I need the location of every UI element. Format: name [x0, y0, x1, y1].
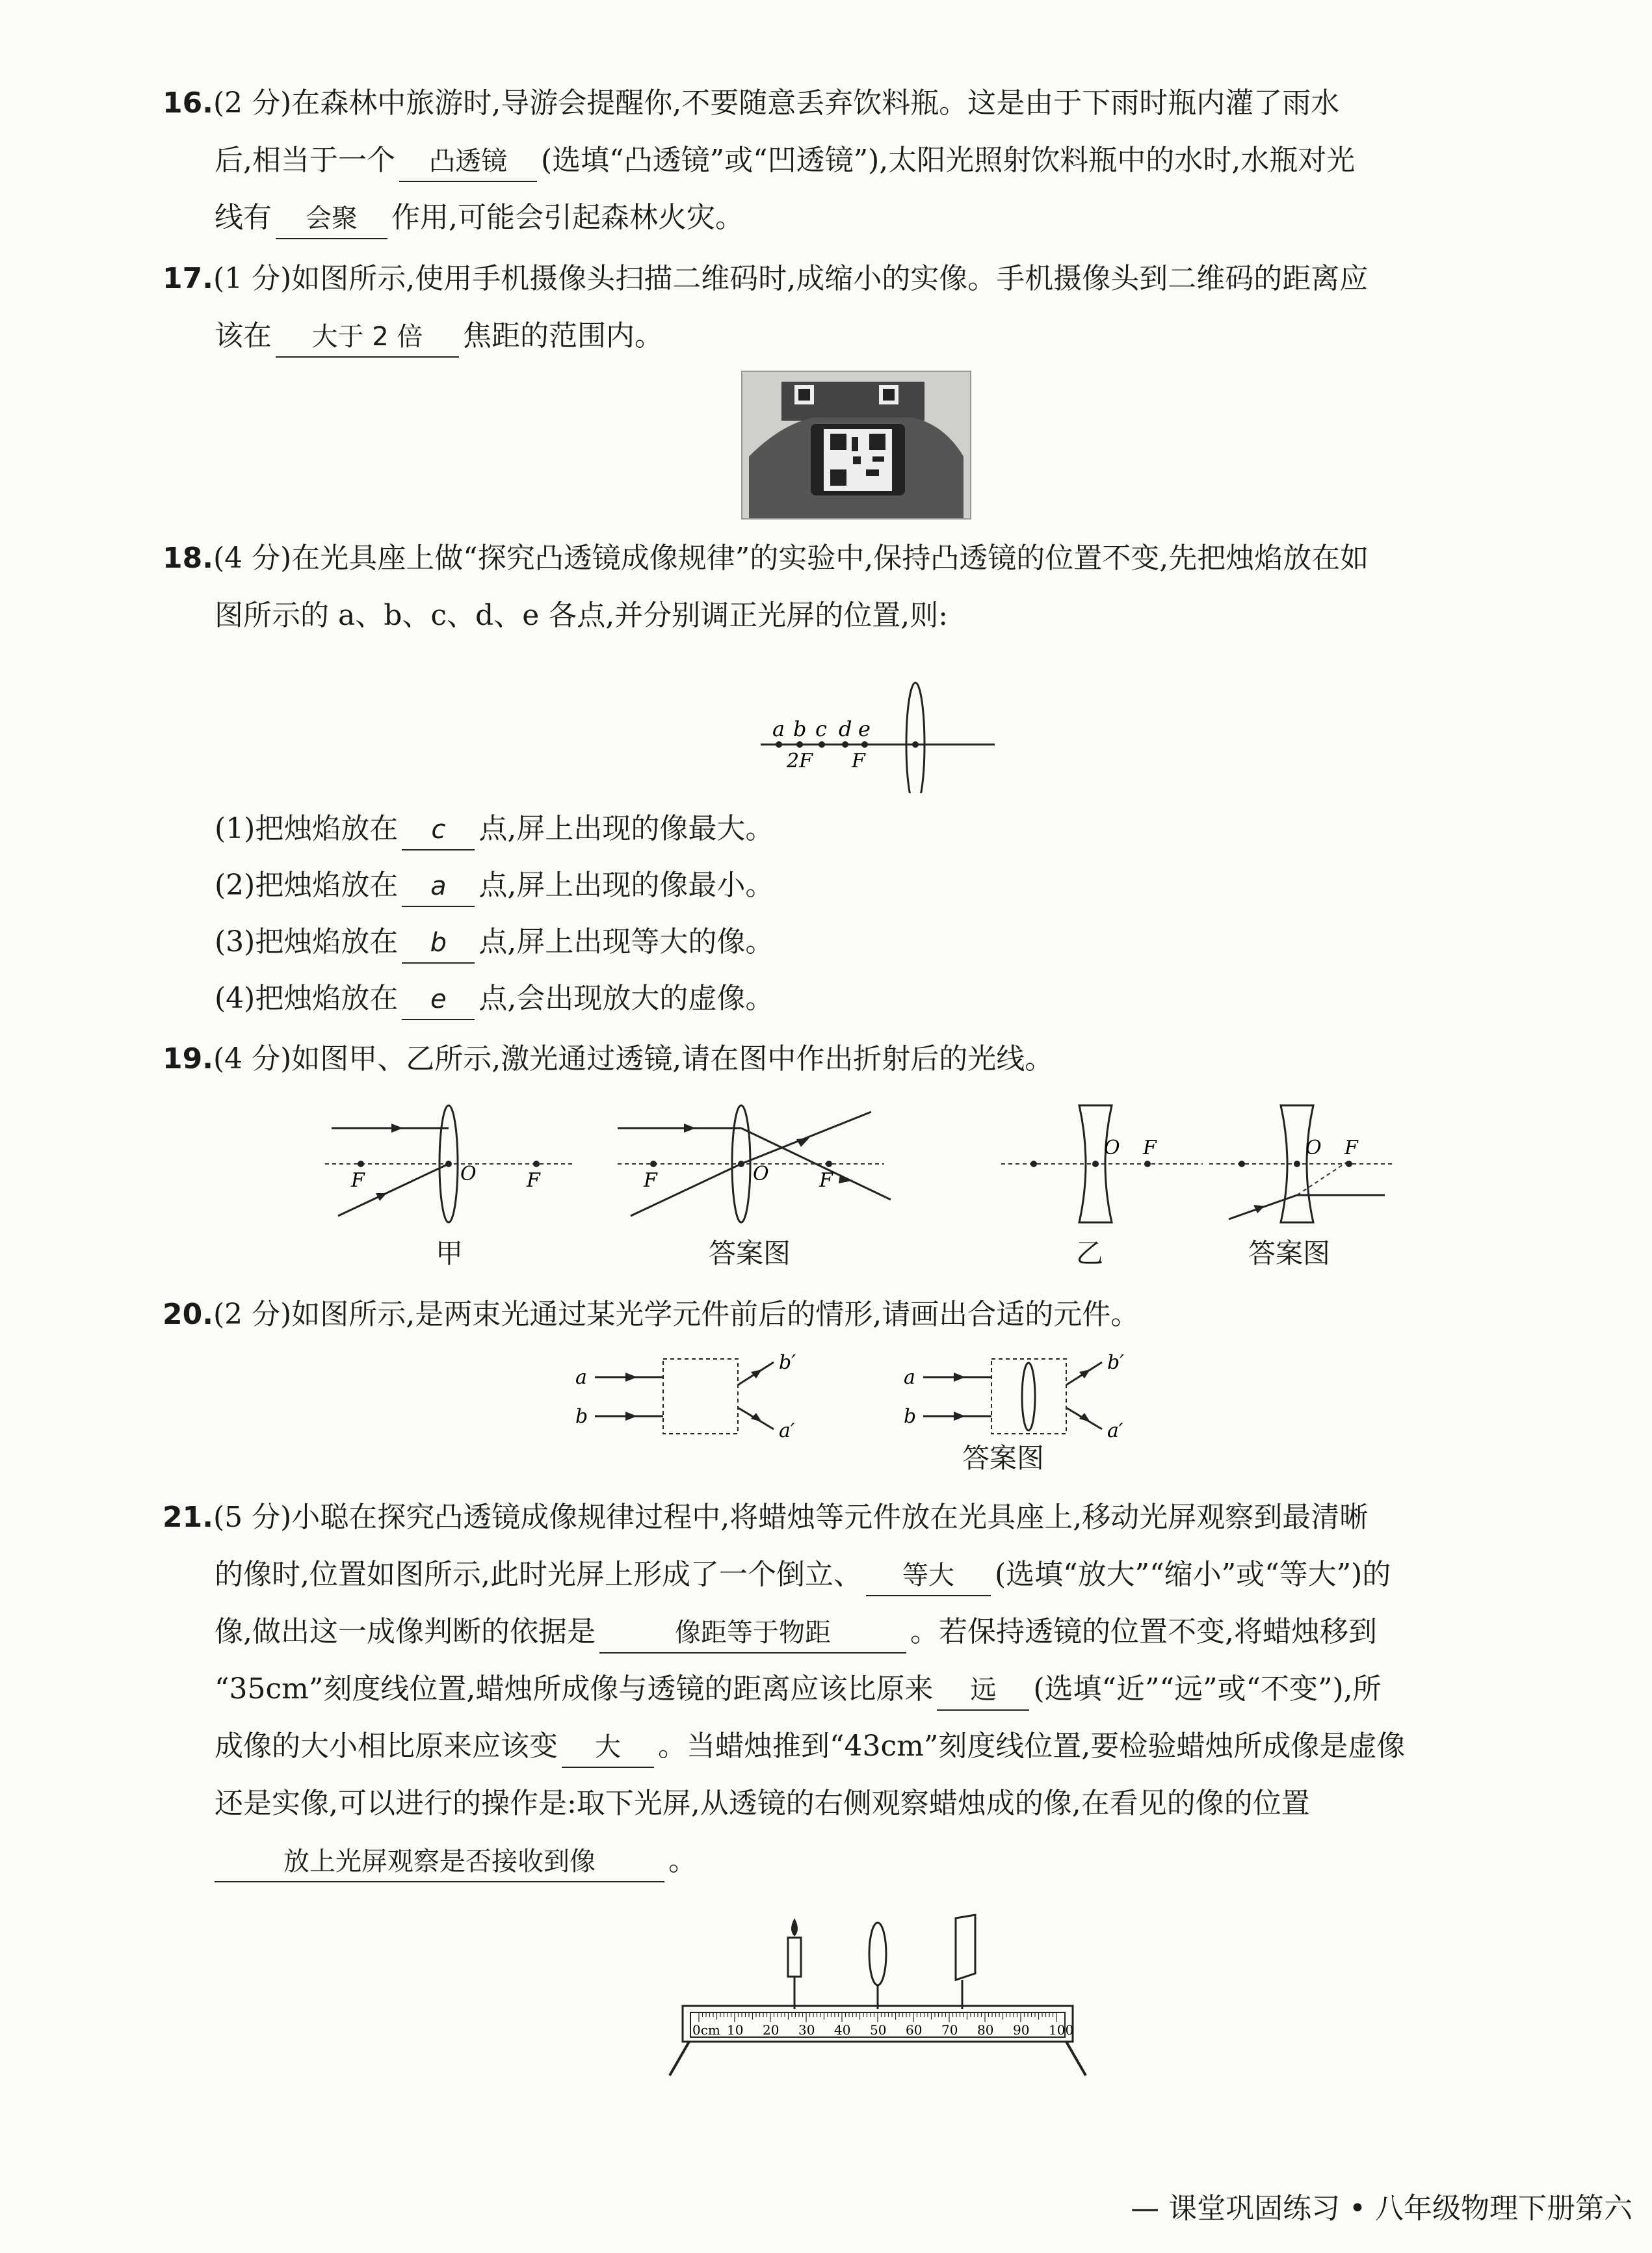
question-text: (4 分)如图甲、乙所示,激光通过透镜,请在图中作出折射后的光线。: [213, 1042, 1054, 1075]
ray-label: a′: [1107, 1419, 1123, 1442]
item-text: 点,屏上出现等大的像。: [479, 925, 774, 958]
ruler-labels: [692, 2022, 1073, 2038]
question-text: 还是实像,可以进行的操作是:取下光屏,从透镜的右侧观察蜡烛成的像,在看见的像的位置: [215, 1787, 1310, 1820]
question-text: 图所示的 a、b、c、d、e 各点,并分别调正光屏的位置,则:: [215, 599, 949, 632]
ray-label: a: [575, 1366, 587, 1389]
answer-blank: 像距等于物距: [599, 1613, 906, 1654]
ruler-label: 50: [870, 2022, 887, 2038]
concave-lens-answer-diagram: [1209, 1099, 1398, 1229]
ray-label: a: [904, 1366, 915, 1389]
focus-label: F: [1143, 1137, 1157, 1159]
answer-blank: c: [402, 810, 475, 850]
question-number: 18.: [163, 542, 213, 575]
figure-caption: 答案图: [709, 1237, 791, 1269]
q18-item-1: [215, 803, 774, 855]
point-label: e: [858, 717, 871, 741]
convex-lens-diagram-a: [319, 1099, 579, 1229]
ruler-label: 30: [798, 2022, 815, 2038]
ruler-label: 60: [906, 2022, 923, 2038]
ruler-label: 70: [941, 2022, 958, 2038]
ruler-label: 10: [727, 2022, 744, 2038]
figure-caption: 答案图: [962, 1442, 1045, 1474]
ray-label: b′: [1107, 1351, 1125, 1374]
ruler-label: 0cm: [692, 2022, 720, 2038]
focus-label: F: [527, 1169, 540, 1192]
lens-points-diagram: [754, 676, 1001, 793]
question-text: (选填“凸透镜”或“凹透镜”),太阳光照射饮料瓶中的水时,水瓶对光: [541, 144, 1356, 177]
question-16: [163, 75, 1554, 246]
optical-box-answer-diagram: [900, 1346, 1173, 1450]
center-label: O: [1305, 1137, 1322, 1159]
question-text: 。当蜡烛推到“43cm”刻度线位置,要检验蜡烛所成像是虚像: [658, 1730, 1406, 1763]
ray-label: b: [904, 1405, 917, 1428]
item-text: (2)把烛焰放在: [215, 869, 399, 902]
item-text: 点,屏上出现的像最大。: [479, 812, 774, 845]
question-text: (选填“放大”“缩小”或“等大”)的: [994, 1558, 1391, 1591]
question-18: [163, 530, 1554, 644]
question-number: 17.: [163, 262, 213, 295]
ray-label: a′: [779, 1419, 795, 1442]
question-text: 作用,可能会引起森林火灾。: [391, 201, 744, 234]
qr-scan-photo: [741, 371, 971, 520]
item-text: (4)把烛焰放在: [215, 982, 399, 1015]
figure-caption: 乙: [1076, 1237, 1104, 1269]
ray-label: b: [575, 1405, 588, 1428]
ruler-ticks: [699, 2013, 1056, 2022]
focus-label: F: [351, 1169, 365, 1192]
question-text: (1 分)如图所示,使用手机摄像头扫描二维码时,成缩小的实像。手机摄像头到二维码的距离应: [213, 262, 1369, 295]
focus-label: F: [1344, 1137, 1358, 1159]
question-text: 。若保持透镜的位置不变,将蜡烛移到: [910, 1615, 1377, 1648]
answer-blank: a: [402, 867, 475, 907]
question-text: 焦距的范围内。: [463, 319, 663, 352]
question-17: [163, 250, 1554, 365]
answer-blank: 大于 2 倍: [276, 317, 459, 358]
question-number: 19.: [163, 1042, 213, 1075]
page-footer: — 课堂巩固练习 • 八年级物理下册第六: [1131, 2192, 1632, 2225]
focal-label: F: [852, 750, 865, 772]
question-19: [163, 1031, 1554, 1088]
question-number: 21.: [163, 1501, 213, 1534]
question-text: 线有: [215, 201, 272, 234]
answer-blank: 放上光屏观察是否接收到像: [215, 1842, 664, 1882]
ruler-label: 20: [763, 2022, 780, 2038]
center-label: O: [460, 1163, 477, 1185]
concave-lens-diagram-b: [995, 1099, 1209, 1229]
question-number: 16.: [163, 86, 213, 120]
item-text: 点,会出现放大的虚像。: [479, 982, 774, 1015]
question-text: (2 分)在森林中旅游时,导游会提醒你,不要随意丢弃饮料瓶。这是由于下雨时瓶内灌了雨水: [213, 86, 1340, 120]
question-text: “35cm”刻度线位置,蜡烛所成像与透镜的距离应该比原来: [215, 1672, 934, 1706]
point-label: a: [772, 717, 785, 741]
optical-box-diagram: [572, 1346, 845, 1450]
point-label: c: [815, 717, 827, 741]
question-text: 的像时,位置如图所示,此时光屏上形成了一个倒立、: [215, 1558, 862, 1591]
question-text: (选填“近”“远”或“不变”),所: [1033, 1672, 1382, 1706]
optical-bench-diagram: [650, 1905, 1105, 2081]
question-text: 成像的大小相比原来应该变: [215, 1730, 558, 1763]
ruler-label: 90: [1013, 2022, 1030, 2038]
question-text: (2 分)如图所示,是两束光通过某光学元件前后的情形,请画出合适的元件。: [213, 1298, 1140, 1331]
point-label: d: [839, 717, 852, 741]
question-text: (5 分)小聪在探究凸透镜成像规律过程中,将蜡烛等元件放在光具座上,移动光屏观察到最清晰: [213, 1501, 1369, 1534]
item-text: 点,屏上出现的像最小。: [479, 869, 774, 902]
figure-caption: 答案图: [1248, 1237, 1331, 1269]
question-text: 像,做出这一成像判断的依据是: [215, 1615, 596, 1648]
focus-label: F: [819, 1169, 833, 1192]
answer-blank: b: [402, 923, 475, 964]
q18-item-4: [215, 973, 774, 1025]
item-text: (1)把烛焰放在: [215, 812, 399, 845]
point-label: b: [793, 717, 807, 741]
focal-label: 2F: [787, 750, 813, 772]
question-number: 20.: [163, 1298, 213, 1331]
q18-item-3: [215, 916, 774, 968]
answer-blank: 等大: [866, 1556, 991, 1596]
answer-blank: 远: [937, 1670, 1029, 1711]
ruler-label: 40: [834, 2022, 851, 2038]
question-text: (4 分)在光具座上做“探究凸透镜成像规律”的实验中,保持凸透镜的位置不变,先把烛焰放在如: [213, 542, 1369, 575]
answer-blank: 会聚: [276, 199, 387, 239]
question-text: 。: [668, 1844, 697, 1877]
q18-item-2: [215, 860, 774, 912]
question-text: 该在: [215, 319, 272, 352]
convex-lens-answer-diagram: [611, 1099, 897, 1229]
center-label: O: [753, 1163, 769, 1185]
focus-label: F: [644, 1169, 657, 1192]
figure-caption: 甲: [436, 1237, 464, 1269]
question-21: [163, 1489, 1554, 1890]
ruler-label: 80: [977, 2022, 994, 2038]
center-label: O: [1104, 1137, 1120, 1159]
question-text: 后,相当于一个: [215, 144, 395, 177]
ray-label: b′: [779, 1351, 796, 1374]
ruler-label: 100: [1049, 2022, 1074, 2038]
item-text: (3)把烛焰放在: [215, 925, 399, 958]
answer-blank: 凸透镜: [399, 142, 537, 182]
question-20: [163, 1286, 1554, 1343]
answer-blank: 大: [562, 1728, 654, 1768]
answer-blank: e: [402, 980, 475, 1020]
